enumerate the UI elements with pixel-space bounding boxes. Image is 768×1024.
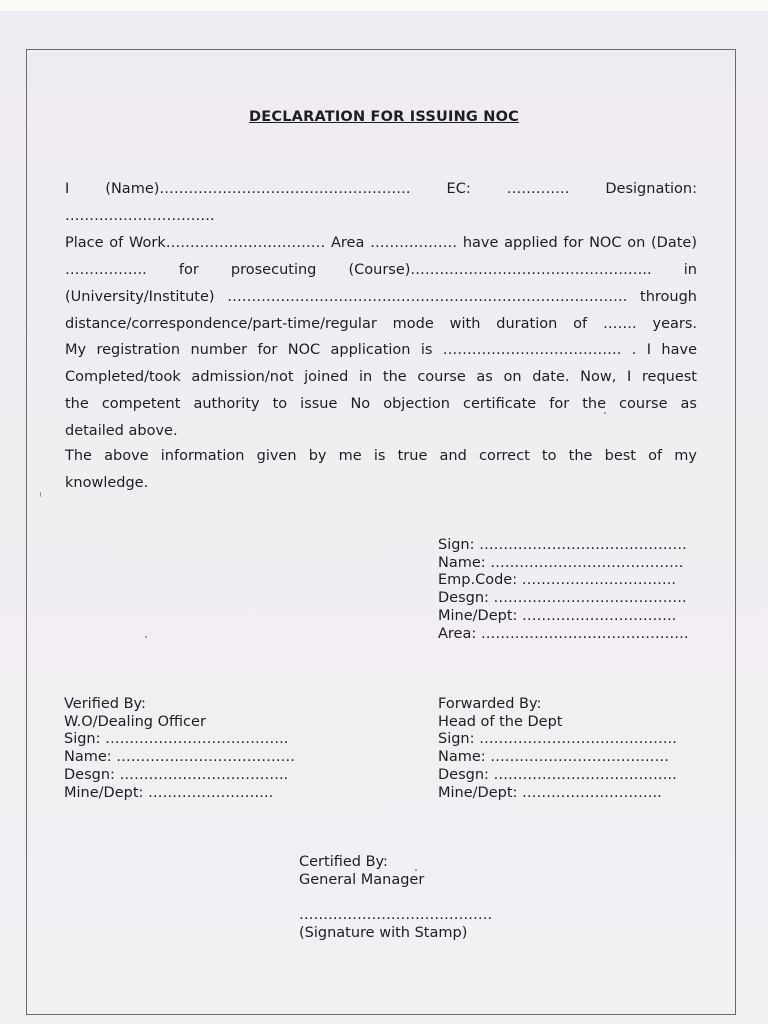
applicant-name-field: Name: …………………………………. xyxy=(438,554,684,571)
declaration-line: …………….. for prosecuting (Course)………………………………………….. in xyxy=(65,261,697,278)
certified-by-block xyxy=(299,854,492,943)
scan-speck xyxy=(145,636,147,638)
forwarded-designation-field: Desgn: ……………………………….. xyxy=(438,766,677,783)
forwarded-by-role: Head of the Dept xyxy=(438,713,563,730)
verified-by-heading: Verified By: xyxy=(64,696,146,712)
certified-signature-caption: (Signature with Stamp) xyxy=(299,924,468,941)
statement-line: The above information given by me is true and correct to the best of my xyxy=(65,448,697,464)
declaration-line: detailed above. xyxy=(65,423,178,440)
declaration-line: the competent authority to issue No objection certificate for the course as xyxy=(65,396,697,413)
verified-minedept-field: Mine/Dept: …………………….. xyxy=(64,784,274,801)
forwarded-sign-field: Sign: ………………………………….. xyxy=(438,731,677,748)
declaration-line: (University/Institute) ……………………………..………………..………………………. through xyxy=(65,288,697,305)
applicant-sign-field: Sign: ……………………………………. xyxy=(438,537,687,553)
certified-by-role: General Manager xyxy=(299,871,425,888)
scan-speck xyxy=(604,412,606,414)
applicant-empcode-field: Emp.Code: ………………………….. xyxy=(438,572,676,589)
document-title: DECLARATION FOR ISSUING NOC xyxy=(249,109,519,125)
forwarded-by-heading: Forwarded By: xyxy=(438,696,542,712)
certified-signature-line: …………………………………. xyxy=(299,907,493,924)
declaration-line: I (Name)……………………………………………. EC: …………. Designation: …………………………. xyxy=(65,181,697,224)
declaration-paragraph xyxy=(65,176,697,445)
scan-speck xyxy=(415,869,417,871)
certified-by-heading: Certified By: xyxy=(299,854,388,870)
verified-by-role: W.O/Dealing Officer xyxy=(64,713,206,730)
forwarded-by-block xyxy=(438,696,677,802)
applicant-designation-field: Desgn: …………………………………. xyxy=(438,590,687,607)
declaration-line: My registration number for NOC application is ………………………………. . I have xyxy=(65,342,697,359)
forwarded-minedept-field: Mine/Dept: ……………………….. xyxy=(438,784,662,801)
declaration-line: Completed/took admission/not joined in the course as on date. Now, I request xyxy=(65,369,697,386)
certified-spacer xyxy=(299,889,492,907)
forwarded-name-field: Name: ………………………………. xyxy=(438,749,669,766)
verified-by-block xyxy=(64,696,295,802)
statement-line: knowledge. xyxy=(65,474,149,491)
truth-statement-paragraph xyxy=(65,443,697,497)
scan-speck xyxy=(40,492,41,497)
verified-name-field: Name: ………………………………. xyxy=(64,749,295,766)
scan-edge xyxy=(0,0,768,11)
applicant-area-field: Area: ……………………………………. xyxy=(438,625,689,642)
verified-sign-field: Sign: ……………………………….. xyxy=(64,731,289,748)
verified-designation-field: Desgn: …………………………….. xyxy=(64,766,289,783)
applicant-minedept-field: Mine/Dept: ………………………….. xyxy=(438,607,677,624)
declaration-line: Place of Work…………………………… Area ……………… have applied for NOC on (Date) xyxy=(65,234,697,251)
applicant-signature-block xyxy=(438,537,688,643)
declaration-line: distance/correspondence/part-time/regular mode with duration of ……. years. xyxy=(65,315,697,332)
